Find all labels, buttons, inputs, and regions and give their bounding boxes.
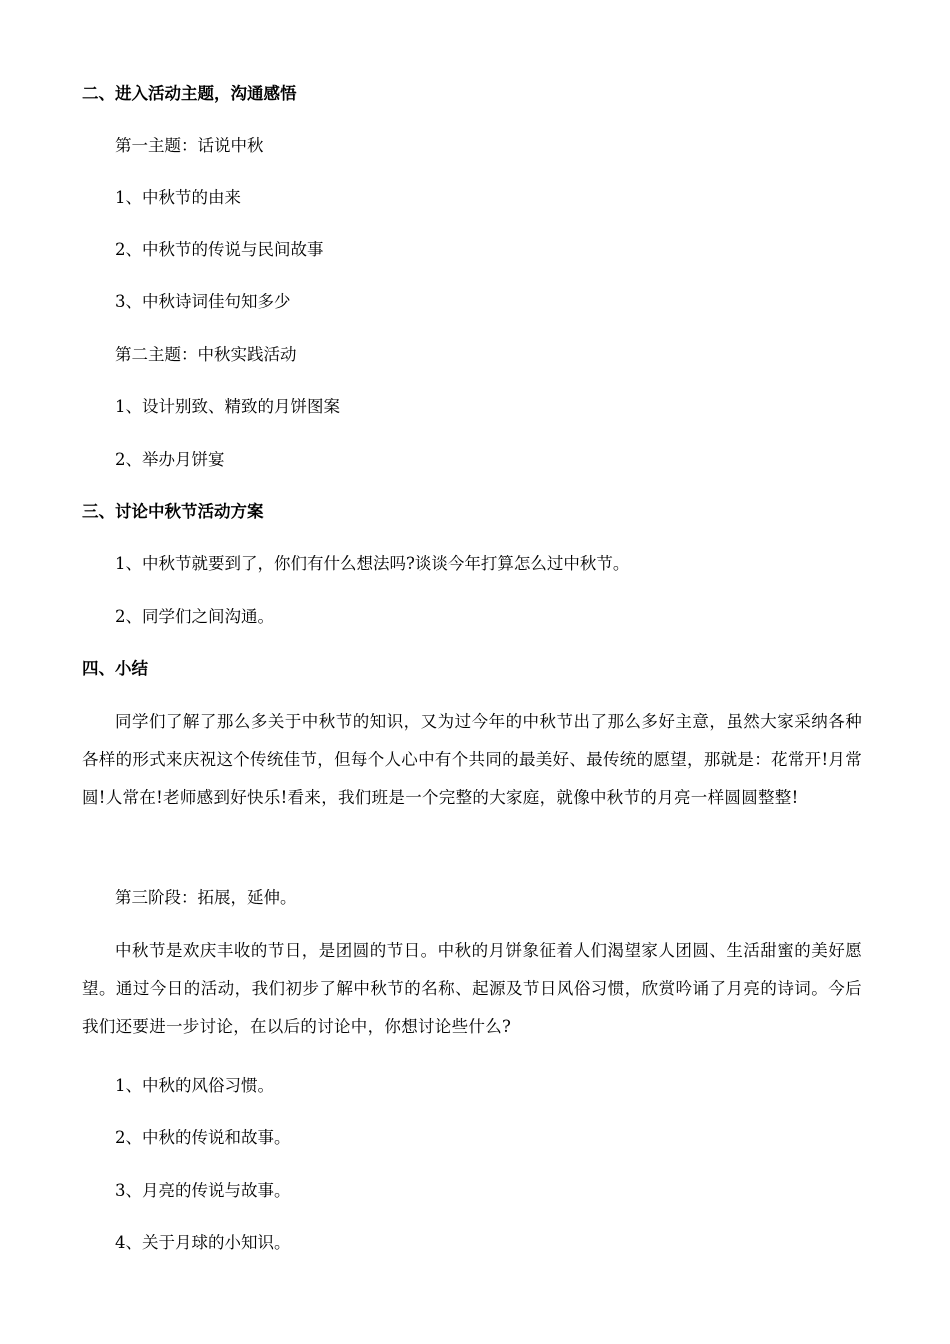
section-3-item-2: 2、同学们之间沟通。 [115,607,274,626]
summary-paragraph: 同学们了解了那么多关于中秋节的知识，又为过今年的中秋节出了那么多好主意，虽然大家采纳各种各样的形式来庆祝这个传统佳节，但每个人心中有个共同的最美好、最传统的愿望，那就是：花常开!月常圆!人常在!老师感到好快乐!看来，我们班是一个完整的大家庭，就像中秋节的月亮一样圆圆整整! [82,712,862,807]
section-heading-4: 四、小结 [82,659,148,678]
section-3-item-1: 1、中秋节就要到了，你们有什么想法吗?谈谈今年打算怎么过中秋节。 [115,554,630,573]
section-heading-3: 三、讨论中秋节活动方案 [82,502,264,521]
theme-2-title: 第二主题：中秋实践活动 [115,345,297,364]
theme-2-item-1: 1、设计别致、精致的月饼图案 [115,397,340,416]
extension-paragraph: 中秋节是欢庆丰收的节日，是团圆的节日。中秋的月饼象征着人们渴望家人团圆、生活甜蜜的美好愿望。通过今日的活动，我们初步了解中秋节的名称、起源及节日风俗习惯，欣赏吟诵了月亮的诗词。今后我们还要进一步讨论，在以后的讨论中，你想讨论些什么? [82,941,862,1036]
extension-item-4: 4、关于月球的小知识。 [115,1233,291,1252]
extension-item-1: 1、中秋的风俗习惯。 [115,1076,274,1095]
stage-3-title: 第三阶段：拓展，延伸。 [115,888,297,907]
theme-2-item-2: 2、举办月饼宴 [115,450,225,469]
theme-1-item-1: 1、中秋节的由来 [115,188,241,207]
extension-item-3: 3、月亮的传说与故事。 [115,1181,291,1200]
section-heading-2: 二、进入活动主题，沟通感悟 [82,84,297,103]
extension-item-2: 2、中秋的传说和故事。 [115,1128,291,1147]
theme-1-title: 第一主题：话说中秋 [115,136,264,155]
theme-1-item-2: 2、中秋节的传说与民间故事 [115,240,324,259]
theme-1-item-3: 3、中秋诗词佳句知多少 [115,292,291,311]
